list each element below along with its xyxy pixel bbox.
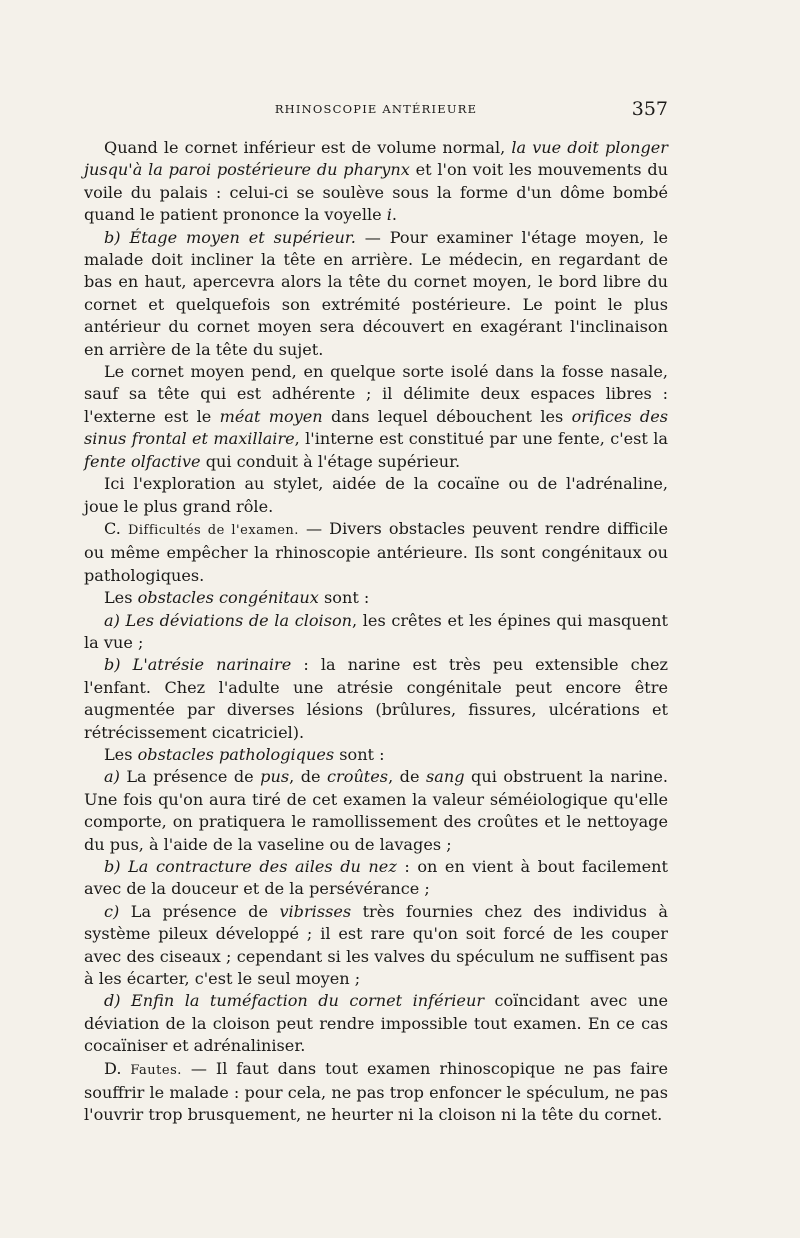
paragraph: a) Les déviations de la cloison, les crêtes et les épines qui masquent la vue ; xyxy=(84,610,669,652)
section-heading: Difficultés de l'examen. xyxy=(127,522,299,538)
paragraph: Quand le cornet inférieur est de volume normal, la vue doit plonger jusqu'à la paroi postérieure du pharynx et l'on voit les mouvements du voile du palais : celui-ci se soulève sous la forme d'un dôme bombé quand le patient prononce la voyelle i. xyxy=(84,138,669,225)
section-heading-paragraph: D. Fautes. — Il faut dans tout examen rhinoscopique ne pas faire souffrir le malade : pour cela, ne pas trop enfoncer le spéculum, ne pas l'ouvrir trop brusquement, ne heurter ni la cloison ni la tête du cornet. xyxy=(84,1058,668,1125)
paragraph: Les obstacles congénitaux sont : xyxy=(104,588,370,608)
paragraph: d) Enfin la tuméfaction du cornet inférieur coïncidant avec une déviation de la cloison peut rendre impossible tout examen. En ce cas cocaïniser et adrénaliniser. xyxy=(84,991,668,1056)
paragraph: c) La présence de vibrisses très fournies chez des individus à système pileux développé ; il est rare qu'on soit forcé de les couper avec des ciseaux ; cependant si les valves du spéculum ne suffisent pas à les écarter, c'est le seul moyen ; xyxy=(84,901,668,989)
page-number: 357 xyxy=(631,98,668,120)
section-heading-paragraph: C. Difficultés de l'examen. — Divers obstacles peuvent rendre difficile ou même empêcher la rhinoscopie antérieure. Ils sont congénitaux ou pathologiques. xyxy=(84,518,668,585)
paragraph: b) Étage moyen et supérieur. — Pour examiner l'étage moyen, le malade doit incliner la tête en arrière. Le médecin, en regardant de bas en haut, apercevra alors la tête du cornet moyen, le bord libre du cornet et quelquefois son extrémité postérieure. Le point le plus antérieur du cornet moyen sera découvert en exagérant l'inclinaison en arrière de la tête du sujet. xyxy=(84,227,668,359)
paragraph: b) La contracture des ailes du nez : on en vient à bout facilement avec de la douceur et de la persévérance ; xyxy=(84,857,668,899)
body-text xyxy=(84,137,668,1127)
paragraph: Ici l'exploration au stylet, aidée de la cocaïne ou de l'adrénaline, joue le plus grand rôle. xyxy=(84,474,668,516)
paragraph: a) La présence de pus, de croûtes, de sang qui obstruent la narine. Une fois qu'on aura tiré de cet examen la valeur séméiologique qu'elle comporte, on pratiquera le ramollissement des croûtes et le nettoyage du pus, à l'aide de la vaseline ou de lavages ; xyxy=(84,767,668,854)
section-heading: Fautes. xyxy=(130,1062,182,1078)
running-title: RHINOSCOPIE ANTÉRIEURE xyxy=(274,102,478,116)
paragraph: Les obstacles pathologiques sont : xyxy=(104,744,385,764)
running-head xyxy=(84,98,668,122)
paragraph: b) L'atrésie narinaire : la narine est très peu extensible chez l'enfant. Chez l'adulte une atrésie congénitale peut encore être augmentée par diverses lésions (brûlures, fissures, ulcérations et rétrécissement cicatriciel). xyxy=(84,655,668,742)
paragraph: Le cornet moyen pend, en quelque sorte isolé dans la fosse nasale, sauf sa tête qui est adhérente ; il délimite deux espaces libres : l'externe est le méat moyen dans lequel débouchent les orifices des sinus frontal et maxillaire, l'interne est constitué par une fente, c'est la fente olfactive qui conduit à l'étage supérieur. xyxy=(84,362,669,471)
